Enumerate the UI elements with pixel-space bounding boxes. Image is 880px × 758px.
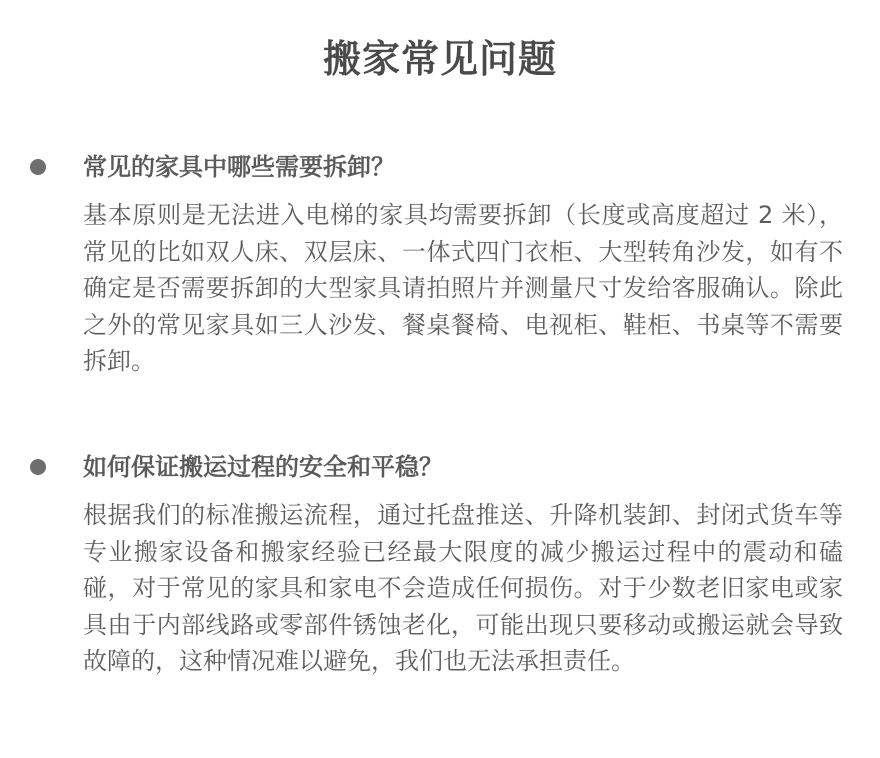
bullet-icon xyxy=(30,459,46,475)
faq-question: 常见的家具中哪些需要拆卸？ xyxy=(83,153,395,181)
bullet-icon xyxy=(30,159,46,175)
faq-answer: 基本原则是无法进入电梯的家具均需要拆卸（长度或高度超过 2 米），常见的比如双人床、双层床、一体式四门衣柜、大型转角沙发，如有不确定是否需要拆卸的大型家具请拍照片并测量尺寸发给客服确认。除此之外的常见家具如三人沙发、餐桌餐椅、电视柜、鞋柜、书桌等不需要拆卸。 xyxy=(83,201,843,375)
faq-question: 如何保证搬运过程的安全和平稳？ xyxy=(83,453,443,481)
page-title: 搬家常见问题 xyxy=(322,37,557,81)
faq-answer: 根据我们的标准搬运流程，通过托盘推送、升降机装卸、封闭式货车等专业搬家设备和搬家经验已经最大限度的减少搬运过程中的震动和磕碰，对于常见的家具和家电不会造成任何损伤。对于少数老旧家电或家具由于内部线路或零部件锈蚀老化，可能出现只要移动或搬运就会导致故障的，这种情况难以避免，我们也无法承担责任。 xyxy=(83,501,843,675)
